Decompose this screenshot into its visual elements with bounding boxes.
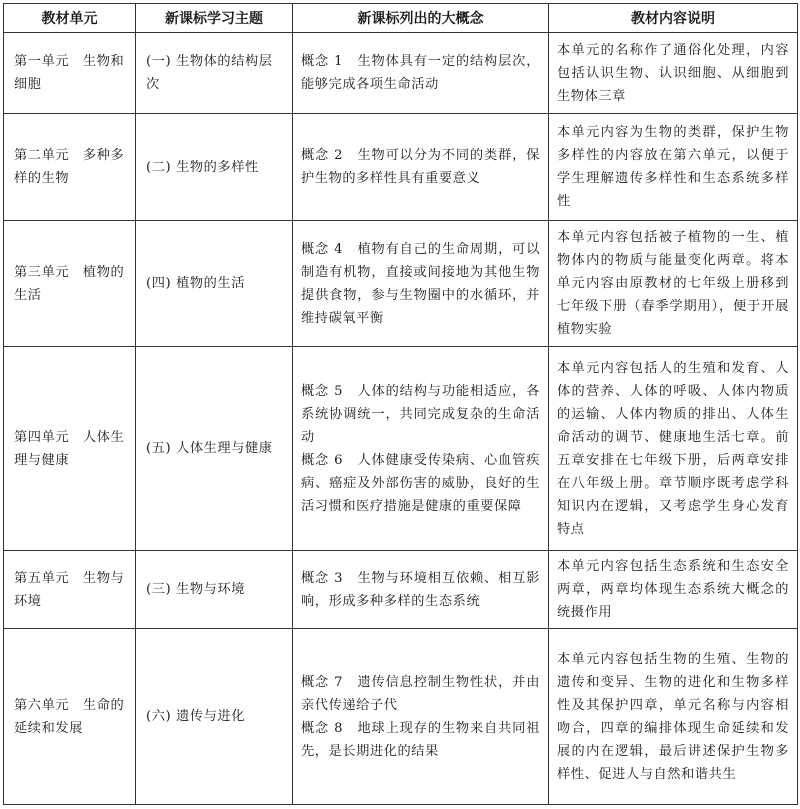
description-cell: 本单元内容包括生态系统和生态安全两章，两章均体现生态系统大概念的统摄作用 — [549, 551, 798, 629]
description-cell: 本单元内容为生物的类群，保护生物多样性的内容放在第六单元，以便于学生理解遗传多样性和生态系统多样性 — [549, 114, 798, 221]
table-row — [4, 347, 798, 551]
description-cell: 本单元内容包括生物的生殖、生物的遗传和变异、生物的进化和生物多样性及其保护四章，单元名称与内容相吻合，四章的编排体现生命延续和发展的内在逻辑，最后讲述保护生物多样性、促进人与自然和谐共生 — [549, 629, 798, 805]
concept-cell — [293, 347, 549, 551]
concept-text: 概念 1 生物体具有一定的结构层次，能够完成各项生命活动 — [301, 54, 540, 92]
header-theme: 新课标学习主题 — [136, 4, 293, 33]
theme-cell: (五) 人体生理与健康 — [136, 347, 293, 551]
concept-text: 概念 7 遗传信息控制生物性状，并由亲代传递给子代 — [301, 674, 540, 713]
concept-cell — [293, 551, 549, 629]
description-cell: 本单元内容包括人的生殖和发育、人体的营养、人体的呼吸、人体内物质的运输、人体内物质的排出、人体生命活动的调节、健康地生活七章。前五章安排在七年级下册，后两章安排在八年级上册。章节顺序既考虑学科知识内在逻辑，又考虑学生身心发育特点 — [549, 347, 798, 551]
header-description: 教材内容说明 — [549, 4, 798, 33]
theme-cell: (二) 生物的多样性 — [136, 114, 293, 221]
header-row — [4, 4, 798, 33]
table-row — [4, 33, 798, 114]
concept-text: 概念 3 生物与环境相互依赖、相互影响，形成多种多样的生态系统 — [301, 570, 540, 609]
table-row — [4, 551, 798, 629]
header-unit: 教材单元 — [4, 4, 136, 33]
table-row — [4, 114, 798, 221]
concept-cell — [293, 221, 549, 347]
concept-cell — [293, 33, 549, 114]
table-row — [4, 221, 798, 347]
concept-text: 概念 6 人体健康受传染病、心血管疾病、癌症及外部伤害的威胁，良好的生活习惯和医疗措施是健康的重要保障 — [301, 452, 540, 514]
concept-text: 概念 8 地球上现存的生物来自共同祖先，是长期进化的结果 — [301, 720, 540, 759]
table-row — [4, 629, 798, 805]
unit-cell: 第四单元 人体生理与健康 — [4, 347, 136, 551]
theme-cell: (四) 植物的生活 — [136, 221, 293, 347]
concept-text: 概念 5 人体的结构与功能相适应，各系统协调统一，共同完成复杂的生命活动 — [301, 383, 540, 445]
curriculum-table — [3, 3, 798, 805]
concept-cell — [293, 629, 549, 805]
concept-cell — [293, 114, 549, 221]
theme-cell: (三) 生物与环境 — [136, 551, 293, 629]
concept-text: 概念 2 生物可以分为不同的类群，保护生物的多样性具有重要意义 — [301, 148, 540, 186]
concept-text: 概念 4 植物有自己的生命周期，可以制造有机物，直接或间接地为其他生物提供食物，参与生物圈中的水循环，并维持碳氧平衡 — [301, 241, 540, 326]
header-concept: 新课标列出的大概念 — [293, 4, 549, 33]
unit-cell: 第三单元 植物的生活 — [4, 221, 136, 347]
unit-cell: 第五单元 生物与环境 — [4, 551, 136, 629]
description-cell: 本单元的名称作了通俗化处理，内容包括认识生物、认识细胞、从细胞到生物体三章 — [549, 33, 798, 114]
theme-cell: (一) 生物体的结构层次 — [136, 33, 293, 114]
unit-cell: 第一单元 生物和细胞 — [4, 33, 136, 114]
unit-cell: 第二单元 多种多样的生物 — [4, 114, 136, 221]
description-cell: 本单元内容包括被子植物的一生、植物体内的物质与能量变化两章。将本单元内容由原教材的七年级上册移到七年级下册（春季学期用），便于开展植物实验 — [549, 221, 798, 347]
theme-cell: (六) 遗传与进化 — [136, 629, 293, 805]
unit-cell: 第六单元 生命的延续和发展 — [4, 629, 136, 805]
